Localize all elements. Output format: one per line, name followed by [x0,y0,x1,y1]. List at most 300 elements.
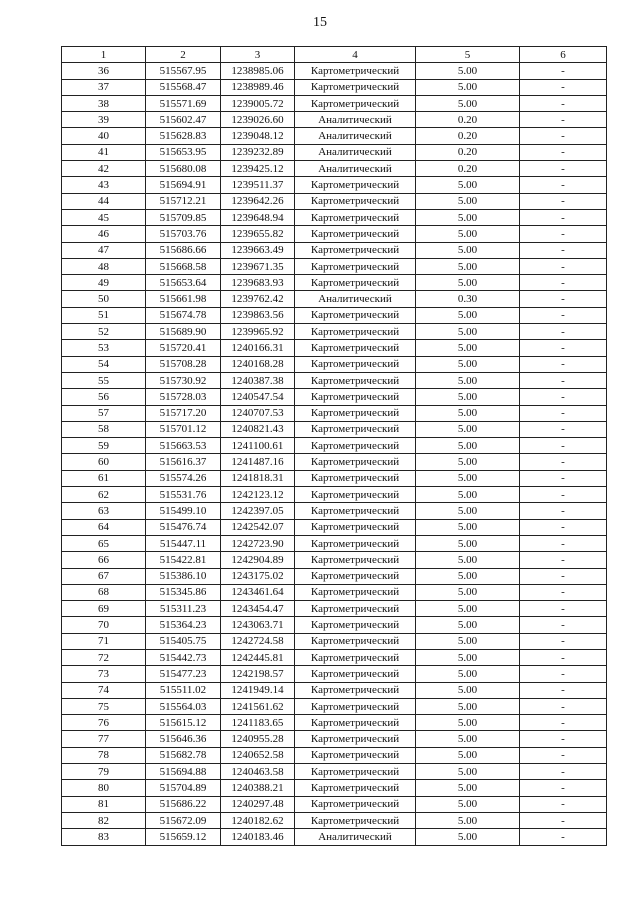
method-cell: Картометрический [295,372,416,388]
y-coordinate-cell: 1239048.12 [221,128,295,144]
x-coordinate-cell: 515447.11 [146,535,221,551]
note-cell: - [520,79,607,95]
note-cell: - [520,666,607,682]
y-coordinate-cell: 1239642.26 [221,193,295,209]
y-coordinate-cell: 1243454.47 [221,601,295,617]
point-number-cell: 61 [62,470,146,486]
accuracy-cell: 5.00 [416,405,520,421]
table-row [62,698,607,714]
note-cell: - [520,209,607,225]
x-coordinate-cell: 515659.12 [146,829,221,845]
point-number-cell: 74 [62,682,146,698]
table-row [62,275,607,291]
column-header: 2 [146,47,221,63]
y-coordinate-cell: 1241487.16 [221,454,295,470]
x-coordinate-cell: 515568.47 [146,79,221,95]
accuracy-cell: 5.00 [416,535,520,551]
accuracy-cell: 5.00 [416,307,520,323]
accuracy-cell: 5.00 [416,649,520,665]
table-row [62,617,607,633]
table-row [62,438,607,454]
point-number-cell: 49 [62,275,146,291]
table-row [62,487,607,503]
method-cell: Аналитический [295,161,416,177]
x-coordinate-cell: 515701.12 [146,421,221,437]
method-cell: Картометрический [295,601,416,617]
note-cell: - [520,128,607,144]
point-number-cell: 58 [62,421,146,437]
accuracy-cell: 5.00 [416,421,520,437]
column-header: 1 [62,47,146,63]
x-coordinate-cell: 515694.91 [146,177,221,193]
x-coordinate-cell: 515653.95 [146,144,221,160]
method-cell: Картометрический [295,731,416,747]
accuracy-cell: 5.00 [416,812,520,828]
coordinates-table [61,46,607,846]
point-number-cell: 83 [62,829,146,845]
point-number-cell: 59 [62,438,146,454]
method-cell: Картометрический [295,568,416,584]
y-coordinate-cell: 1241949.14 [221,682,295,698]
method-cell: Картометрический [295,584,416,600]
y-coordinate-cell: 1240387.38 [221,372,295,388]
point-number-cell: 67 [62,568,146,584]
x-coordinate-cell: 515709.85 [146,209,221,225]
x-coordinate-cell: 515405.75 [146,633,221,649]
point-number-cell: 45 [62,209,146,225]
note-cell: - [520,503,607,519]
table-row [62,503,607,519]
note-cell: - [520,682,607,698]
note-cell: - [520,796,607,812]
x-coordinate-cell: 515686.66 [146,242,221,258]
note-cell: - [520,698,607,714]
y-coordinate-cell: 1241183.65 [221,715,295,731]
accuracy-cell: 5.00 [416,340,520,356]
method-cell: Картометрический [295,519,416,535]
table-row [62,291,607,307]
x-coordinate-cell: 515720.41 [146,340,221,356]
method-cell: Аналитический [295,829,416,845]
method-cell: Картометрический [295,209,416,225]
accuracy-cell: 5.00 [416,389,520,405]
y-coordinate-cell: 1242724.58 [221,633,295,649]
note-cell: - [520,63,607,79]
accuracy-cell: 5.00 [416,258,520,274]
table-row [62,535,607,551]
note-cell: - [520,177,607,193]
method-cell: Картометрический [295,470,416,486]
accuracy-cell: 0.20 [416,161,520,177]
accuracy-cell: 5.00 [416,617,520,633]
y-coordinate-cell: 1240821.43 [221,421,295,437]
table-row [62,519,607,535]
point-number-cell: 47 [62,242,146,258]
accuracy-cell: 5.00 [416,438,520,454]
point-number-cell: 42 [62,161,146,177]
method-cell: Картометрический [295,796,416,812]
accuracy-cell: 5.00 [416,79,520,95]
y-coordinate-cell: 1238985.06 [221,63,295,79]
x-coordinate-cell: 515422.81 [146,552,221,568]
y-coordinate-cell: 1243461.64 [221,584,295,600]
x-coordinate-cell: 515628.83 [146,128,221,144]
y-coordinate-cell: 1240183.46 [221,829,295,845]
accuracy-cell: 5.00 [416,780,520,796]
point-number-cell: 79 [62,764,146,780]
accuracy-cell: 5.00 [416,829,520,845]
method-cell: Аналитический [295,291,416,307]
y-coordinate-cell: 1240547.54 [221,389,295,405]
point-number-cell: 65 [62,535,146,551]
table-row [62,796,607,812]
accuracy-cell: 5.00 [416,666,520,682]
note-cell: - [520,356,607,372]
point-number-cell: 57 [62,405,146,421]
point-number-cell: 78 [62,747,146,763]
y-coordinate-cell: 1241561.62 [221,698,295,714]
method-cell: Картометрический [295,747,416,763]
y-coordinate-cell: 1238989.46 [221,79,295,95]
table-row [62,161,607,177]
x-coordinate-cell: 515704.89 [146,780,221,796]
x-coordinate-cell: 515668.58 [146,258,221,274]
note-cell: - [520,552,607,568]
y-coordinate-cell: 1240955.28 [221,731,295,747]
point-number-cell: 51 [62,307,146,323]
point-number-cell: 39 [62,112,146,128]
y-coordinate-cell: 1243175.02 [221,568,295,584]
y-coordinate-cell: 1241818.31 [221,470,295,486]
method-cell: Картометрический [295,552,416,568]
y-coordinate-cell: 1239863.56 [221,307,295,323]
table-row [62,405,607,421]
method-cell: Картометрический [295,666,416,682]
x-coordinate-cell: 515386.10 [146,568,221,584]
table-row [62,601,607,617]
point-number-cell: 71 [62,633,146,649]
point-number-cell: 48 [62,258,146,274]
accuracy-cell: 5.00 [416,682,520,698]
method-cell: Картометрический [295,438,416,454]
accuracy-cell: 5.00 [416,568,520,584]
note-cell: - [520,95,607,111]
x-coordinate-cell: 515674.78 [146,307,221,323]
accuracy-cell: 0.20 [416,112,520,128]
y-coordinate-cell: 1239965.92 [221,324,295,340]
method-cell: Картометрический [295,356,416,372]
method-cell: Аналитический [295,144,416,160]
method-cell: Картометрический [295,535,416,551]
accuracy-cell: 5.00 [416,324,520,340]
y-coordinate-cell: 1239655.82 [221,226,295,242]
method-cell: Картометрический [295,63,416,79]
note-cell: - [520,324,607,340]
method-cell: Картометрический [295,389,416,405]
x-coordinate-cell: 515663.53 [146,438,221,454]
point-number-cell: 77 [62,731,146,747]
accuracy-cell: 5.00 [416,715,520,731]
table-row [62,63,607,79]
method-cell: Картометрический [295,649,416,665]
method-cell: Картометрический [295,421,416,437]
method-cell: Картометрический [295,324,416,340]
x-coordinate-cell: 515571.69 [146,95,221,111]
method-cell: Картометрический [295,715,416,731]
x-coordinate-cell: 515730.92 [146,372,221,388]
method-cell: Картометрический [295,780,416,796]
y-coordinate-cell: 1240388.21 [221,780,295,796]
note-cell: - [520,226,607,242]
y-coordinate-cell: 1242397.05 [221,503,295,519]
accuracy-cell: 5.00 [416,356,520,372]
accuracy-cell: 0.30 [416,291,520,307]
table-row [62,568,607,584]
y-coordinate-cell: 1242723.90 [221,535,295,551]
note-cell: - [520,649,607,665]
table-row [62,731,607,747]
y-coordinate-cell: 1240652.58 [221,747,295,763]
table-row [62,829,607,845]
note-cell: - [520,601,607,617]
table-row [62,307,607,323]
x-coordinate-cell: 515564.03 [146,698,221,714]
x-coordinate-cell: 515717.20 [146,405,221,421]
note-cell: - [520,470,607,486]
method-cell: Картометрический [295,682,416,698]
accuracy-cell: 5.00 [416,503,520,519]
point-number-cell: 76 [62,715,146,731]
x-coordinate-cell: 515574.26 [146,470,221,486]
note-cell: - [520,372,607,388]
note-cell: - [520,144,607,160]
x-coordinate-cell: 515602.47 [146,112,221,128]
accuracy-cell: 5.00 [416,95,520,111]
x-coordinate-cell: 515476.74 [146,519,221,535]
accuracy-cell: 5.00 [416,519,520,535]
point-number-cell: 44 [62,193,146,209]
x-coordinate-cell: 515531.76 [146,487,221,503]
table-row [62,112,607,128]
x-coordinate-cell: 515442.73 [146,649,221,665]
method-cell: Картометрический [295,79,416,95]
table-row [62,356,607,372]
table-row [62,454,607,470]
y-coordinate-cell: 1242542.07 [221,519,295,535]
point-number-cell: 82 [62,812,146,828]
y-coordinate-cell: 1239671.35 [221,258,295,274]
point-number-cell: 69 [62,601,146,617]
note-cell: - [520,829,607,845]
table-row [62,470,607,486]
method-cell: Картометрический [295,405,416,421]
point-number-cell: 64 [62,519,146,535]
point-number-cell: 40 [62,128,146,144]
point-number-cell: 56 [62,389,146,405]
point-number-cell: 50 [62,291,146,307]
table-row [62,780,607,796]
note-cell: - [520,812,607,828]
x-coordinate-cell: 515728.03 [146,389,221,405]
point-number-cell: 73 [62,666,146,682]
note-cell: - [520,405,607,421]
point-number-cell: 55 [62,372,146,388]
note-cell: - [520,275,607,291]
note-cell: - [520,519,607,535]
method-cell: Аналитический [295,128,416,144]
note-cell: - [520,715,607,731]
note-cell: - [520,193,607,209]
x-coordinate-cell: 515477.23 [146,666,221,682]
x-coordinate-cell: 515694.88 [146,764,221,780]
accuracy-cell: 5.00 [416,372,520,388]
x-coordinate-cell: 515646.36 [146,731,221,747]
accuracy-cell: 5.00 [416,487,520,503]
accuracy-cell: 5.00 [416,601,520,617]
method-cell: Картометрический [295,242,416,258]
table-row [62,389,607,405]
y-coordinate-cell: 1239232.89 [221,144,295,160]
accuracy-cell: 5.00 [416,698,520,714]
point-number-cell: 53 [62,340,146,356]
table-row [62,242,607,258]
point-number-cell: 72 [62,649,146,665]
note-cell: - [520,242,607,258]
x-coordinate-cell: 515499.10 [146,503,221,519]
table-row [62,633,607,649]
accuracy-cell: 5.00 [416,209,520,225]
point-number-cell: 46 [62,226,146,242]
note-cell: - [520,454,607,470]
y-coordinate-cell: 1239026.60 [221,112,295,128]
method-cell: Аналитический [295,112,416,128]
y-coordinate-cell: 1239663.49 [221,242,295,258]
point-number-cell: 81 [62,796,146,812]
table-row [62,340,607,356]
accuracy-cell: 5.00 [416,275,520,291]
note-cell: - [520,633,607,649]
point-number-cell: 70 [62,617,146,633]
x-coordinate-cell: 515653.64 [146,275,221,291]
accuracy-cell: 5.00 [416,584,520,600]
method-cell: Картометрический [295,633,416,649]
x-coordinate-cell: 515672.09 [146,812,221,828]
y-coordinate-cell: 1242904.89 [221,552,295,568]
point-number-cell: 36 [62,63,146,79]
column-header: 4 [295,47,416,63]
note-cell: - [520,112,607,128]
accuracy-cell: 0.20 [416,128,520,144]
x-coordinate-cell: 515364.23 [146,617,221,633]
accuracy-cell: 5.00 [416,633,520,649]
note-cell: - [520,747,607,763]
table-row [62,144,607,160]
accuracy-cell: 5.00 [416,731,520,747]
column-header: 6 [520,47,607,63]
note-cell: - [520,421,607,437]
table-row [62,715,607,731]
table-row [62,95,607,111]
x-coordinate-cell: 515708.28 [146,356,221,372]
accuracy-cell: 5.00 [416,177,520,193]
table-row [62,209,607,225]
note-cell: - [520,617,607,633]
table-row [62,324,607,340]
method-cell: Картометрический [295,193,416,209]
y-coordinate-cell: 1239648.94 [221,209,295,225]
method-cell: Картометрический [295,258,416,274]
note-cell: - [520,258,607,274]
point-number-cell: 37 [62,79,146,95]
table-row [62,258,607,274]
method-cell: Картометрический [295,503,416,519]
point-number-cell: 60 [62,454,146,470]
x-coordinate-cell: 515661.98 [146,291,221,307]
note-cell: - [520,764,607,780]
point-number-cell: 63 [62,503,146,519]
note-cell: - [520,568,607,584]
y-coordinate-cell: 1241100.61 [221,438,295,454]
accuracy-cell: 5.00 [416,552,520,568]
note-cell: - [520,161,607,177]
x-coordinate-cell: 515616.37 [146,454,221,470]
x-coordinate-cell: 515686.22 [146,796,221,812]
x-coordinate-cell: 515703.76 [146,226,221,242]
method-cell: Картометрический [295,340,416,356]
method-cell: Картометрический [295,95,416,111]
point-number-cell: 41 [62,144,146,160]
method-cell: Картометрический [295,226,416,242]
page-number: 15 [313,15,327,30]
accuracy-cell: 5.00 [416,764,520,780]
note-cell: - [520,584,607,600]
point-number-cell: 80 [62,780,146,796]
table-row [62,649,607,665]
table-header-row [62,47,607,63]
method-cell: Картометрический [295,698,416,714]
x-coordinate-cell: 515680.08 [146,161,221,177]
y-coordinate-cell: 1239683.93 [221,275,295,291]
point-number-cell: 38 [62,95,146,111]
note-cell: - [520,389,607,405]
table-row [62,421,607,437]
y-coordinate-cell: 1239511.37 [221,177,295,193]
table-row [62,79,607,95]
y-coordinate-cell: 1240182.62 [221,812,295,828]
table-body [62,63,607,845]
accuracy-cell: 5.00 [416,226,520,242]
x-coordinate-cell: 515345.86 [146,584,221,600]
method-cell: Картометрический [295,307,416,323]
note-cell: - [520,340,607,356]
note-cell: - [520,731,607,747]
point-number-cell: 75 [62,698,146,714]
x-coordinate-cell: 515511.02 [146,682,221,698]
x-coordinate-cell: 515689.90 [146,324,221,340]
accuracy-cell: 5.00 [416,454,520,470]
y-coordinate-cell: 1242445.81 [221,649,295,665]
note-cell: - [520,307,607,323]
accuracy-cell: 5.00 [416,242,520,258]
note-cell: - [520,487,607,503]
method-cell: Картометрический [295,454,416,470]
point-number-cell: 54 [62,356,146,372]
column-header: 3 [221,47,295,63]
method-cell: Картометрический [295,275,416,291]
table-row [62,747,607,763]
y-coordinate-cell: 1239425.12 [221,161,295,177]
x-coordinate-cell: 515682.78 [146,747,221,763]
